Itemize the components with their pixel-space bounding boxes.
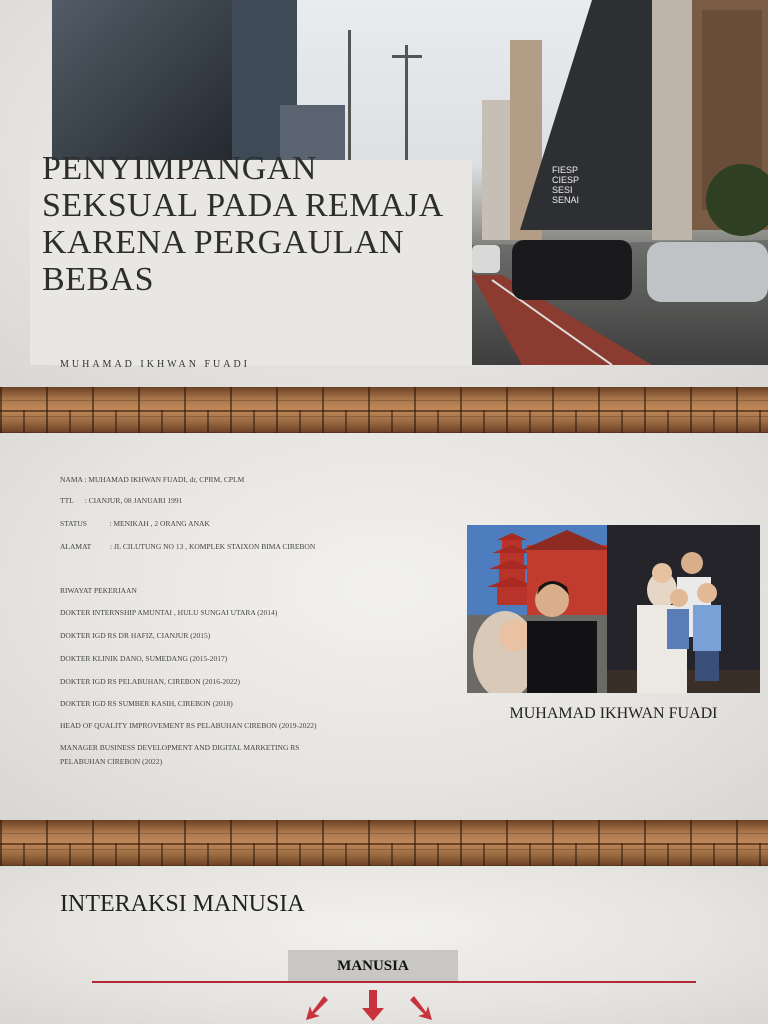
photo-caption: MUHAMAD IKHWAN FUADI [509, 705, 718, 722]
info-job-1: DOKTER INTERNSHIP AMUNTAI , HULU SUNGAI UTARA (2014) [60, 608, 278, 617]
slide-title [0, 0, 768, 387]
slide-profile [0, 433, 768, 820]
info-job-5: DOKTER IGD RS SUMBER KASIH, CIREBON (2018) [60, 699, 233, 708]
info-job-3: DOKTER KLINIK DANO, SUMEDANG (2015-2017) [60, 654, 228, 663]
info-alamat: ALAMAT : JL CILUTUNG NO 13 , KOMPLEK STAIXON BIMA CIREBON [60, 542, 316, 551]
info-name: NAMA : MUHAMAD IKHWAN FUADI, dr, CPRM, CPLM [60, 475, 245, 484]
family-photo-art [467, 525, 760, 693]
info-riwayat-heading: RIWAYAT PEKERJAAN [60, 586, 137, 595]
family-photo [467, 525, 760, 693]
wood-divider-1 [0, 387, 768, 433]
sign-text-4: SENAI [552, 195, 580, 205]
arrow-down-left-icon [302, 990, 328, 1022]
wood-divider-2 [0, 820, 768, 866]
slide-title-text: PENYIMPANGAN SEKSUAL PADA REMAJA KARENA PERGAULAN BEBAS [42, 150, 442, 298]
slide3-title: INTERAKSI MANUSIA [60, 891, 305, 917]
info-job-6: HEAD OF QUALITY IMPROVEMENT RS PELABUHAN CIREBON (2019-2022) [60, 721, 317, 730]
sign-text-2: CIESP [552, 175, 580, 185]
sign-text-3: SESI [552, 185, 573, 195]
info-job-4: DOKTER IGD RS PELABUHAN, CIREBON (2016-2022) [60, 677, 240, 686]
arrow-down-icon [360, 990, 386, 1022]
info-status: STATUS : MENIKAH , 2 ORANG ANAK [60, 519, 210, 528]
slide-interaksi [0, 866, 768, 1024]
info-job-7b: PELABUHAN CIREBON (2022) [60, 757, 163, 766]
manusia-label: MANUSIA [337, 958, 409, 974]
sign-text-1: FIESP [552, 165, 579, 175]
info-job-2: DOKTER IGD RS DR HAFIZ, CIANJUR (2015) [60, 631, 211, 640]
author-name: MUHAMAD IKHWAN FUADI [60, 359, 250, 370]
info-job-7a: MANAGER BUSINESS DEVELOPMENT AND DIGITAL MARKETING RS [60, 743, 300, 752]
arrow-down-right-icon [410, 990, 436, 1022]
divider-line [92, 981, 696, 983]
info-ttl: TTL : CIANJUR, 08 JANUARI 1991 [60, 496, 183, 505]
